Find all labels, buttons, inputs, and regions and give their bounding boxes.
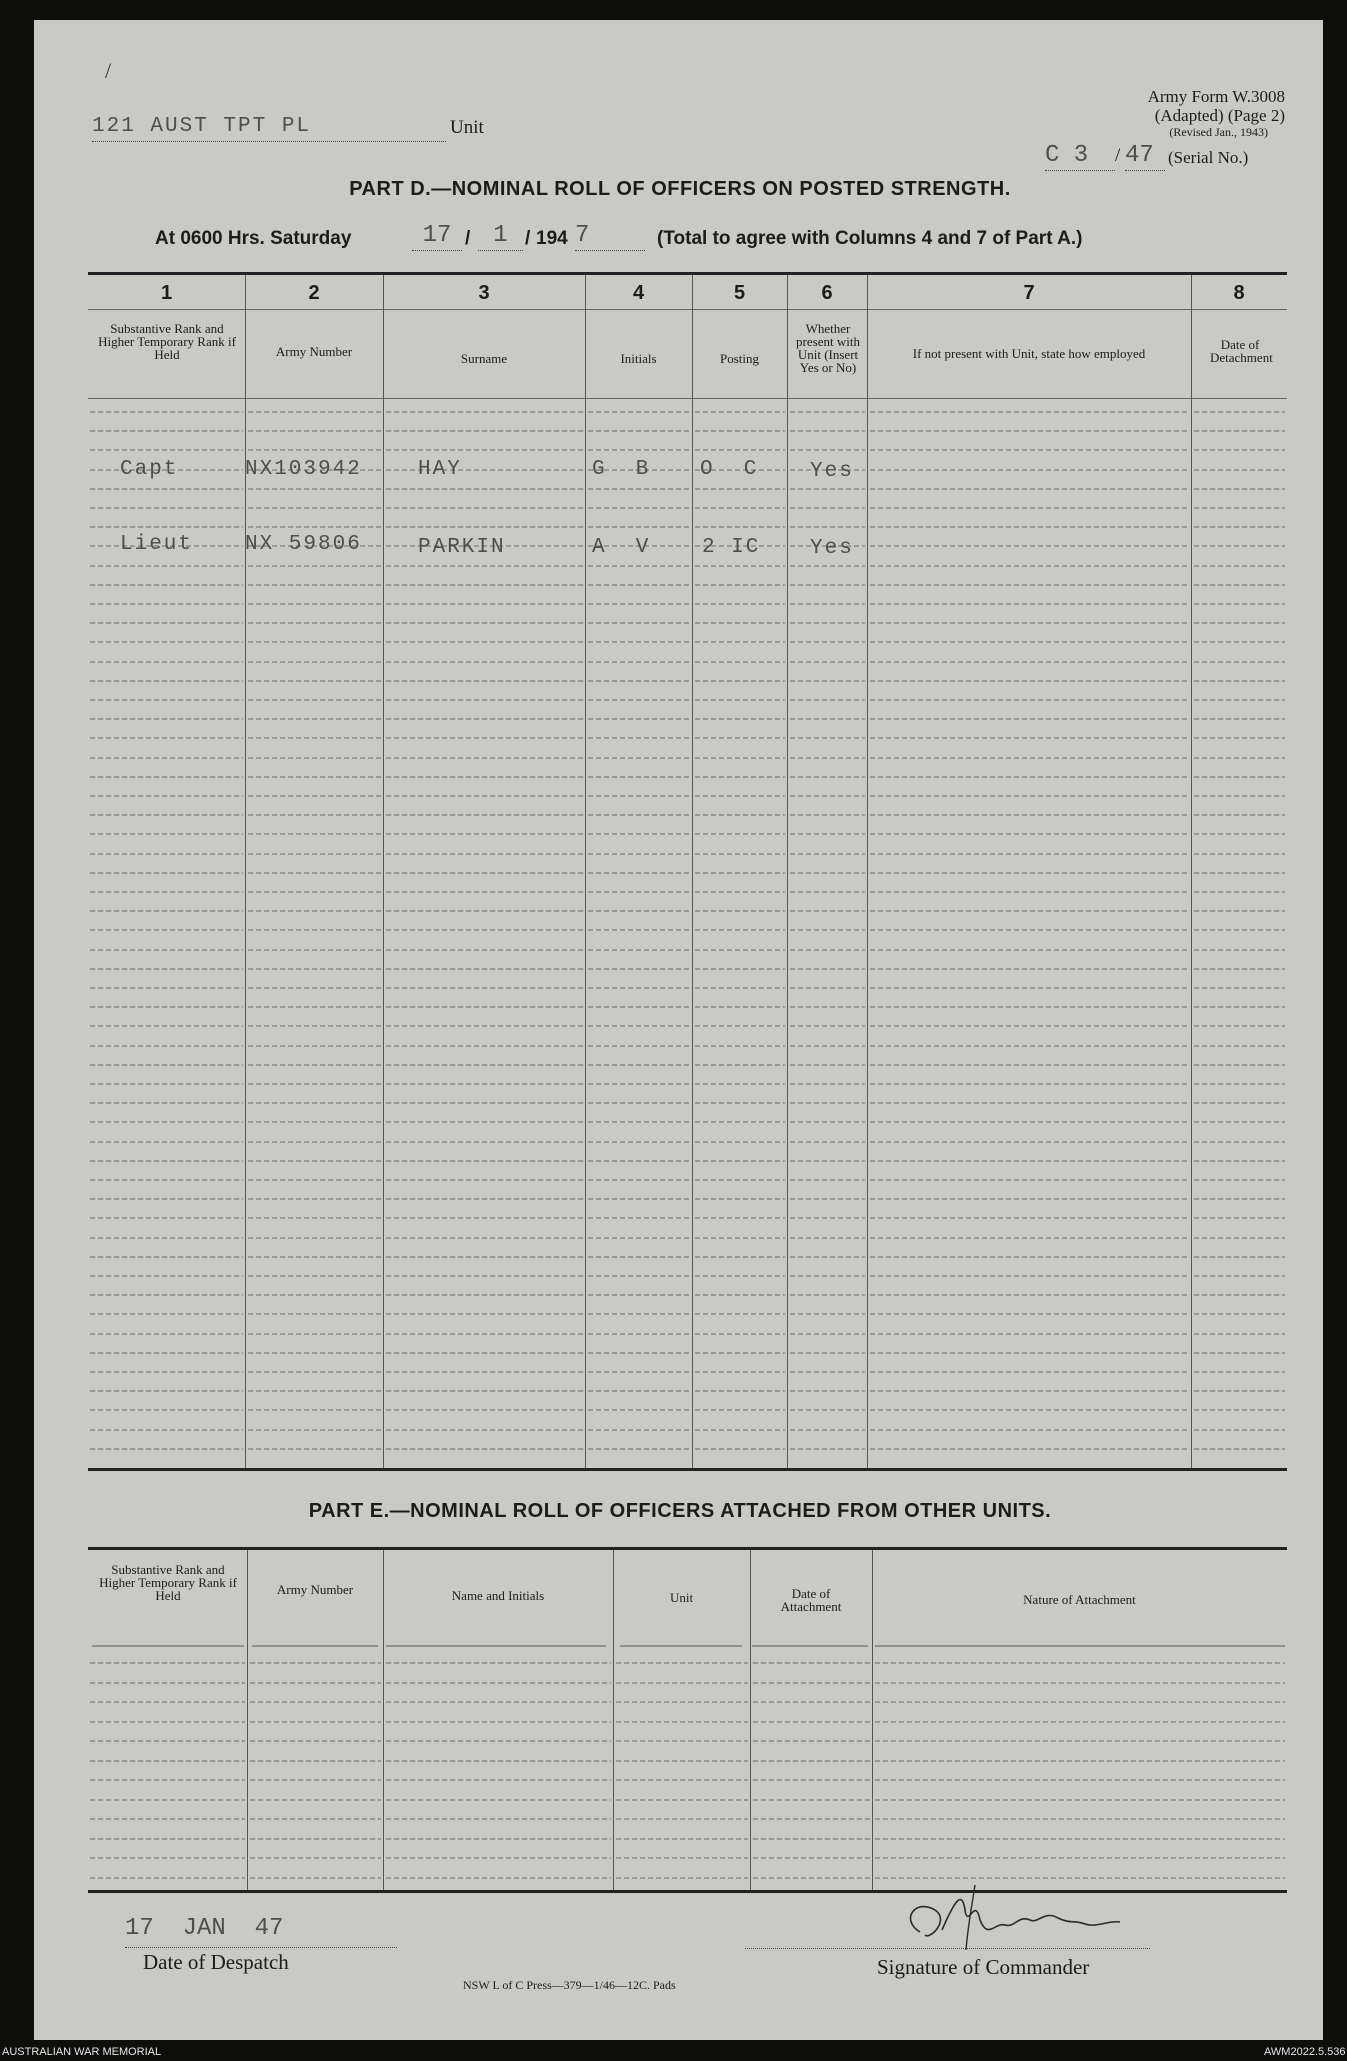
serial-year: 47: [1125, 142, 1165, 171]
col-header-present: Whether present with Unit (Insert Yes or No): [796, 321, 860, 375]
row-1-rank: Capt: [120, 458, 179, 481]
commander-signature: [880, 1880, 1140, 1960]
form-number: Army Form W.3008: [1147, 87, 1285, 106]
row-1-present: Yes: [810, 460, 854, 483]
col-header-rank: Substantive Rank and Higher Temporary Rank if Held: [98, 321, 236, 362]
row-2-initials: A V: [592, 536, 651, 559]
form-revised: (Revised Jan., 1943): [1169, 125, 1268, 139]
col-num-6: 6: [821, 282, 833, 304]
e-header-rank: Substantive Rank and Higher Temporary Rank if Held: [99, 1562, 237, 1603]
form-adapted: (Adapted) (Page 2): [1154, 106, 1285, 125]
col-header-posting: Posting: [719, 351, 759, 366]
col-num-3: 3: [478, 282, 490, 304]
despatch-label: Date of Despatch: [143, 1950, 289, 1974]
unit-label: Unit: [450, 117, 484, 138]
date-prefix: At 0600 Hrs. Saturday: [155, 228, 352, 249]
column-divider: [750, 1550, 751, 1890]
row-2-posting: 2 IC: [702, 536, 761, 559]
row-1-surname: HAY: [418, 458, 462, 481]
row-2-army-number: NX 59806: [245, 533, 362, 556]
e-header-unit: Unit: [669, 1590, 694, 1605]
col-num-7: 7: [1023, 282, 1035, 304]
col-num-1: 1: [160, 282, 173, 304]
e-header-nature: Nature of Attachment: [1023, 1592, 1136, 1607]
e-header-attachment-date: Date of Attachment: [780, 1586, 842, 1614]
date-day: 17: [412, 222, 462, 251]
date-year-prefix: 194: [536, 228, 568, 249]
date-month: 1: [478, 222, 523, 251]
col-header-how-employed: If not present with Unit, state how employed: [912, 346, 1146, 361]
signature-label: Signature of Commander: [877, 1955, 1090, 1979]
part-d-title: PART D.—NOMINAL ROLL OF OFFICERS ON POSTED STRENGTH.: [349, 178, 1011, 200]
row-1-initials: G B: [592, 458, 651, 481]
date-year-suffix: 7: [575, 222, 645, 251]
serial-slash: /: [1115, 145, 1121, 166]
tick-mark: /: [105, 58, 112, 83]
row-2-rank: Lieut: [120, 533, 194, 556]
part-e-title: PART E.—NOMINAL ROLL OF OFFICERS ATTACHED FROM OTHER UNITS.: [308, 1500, 1052, 1522]
archive-ref: AWM2022.5.536: [1264, 2046, 1346, 2058]
e-header-name-initials: Name and Initials: [451, 1588, 545, 1603]
col-num-8: 8: [1233, 282, 1245, 304]
col-num-2: 2: [308, 282, 320, 304]
col-num-4: 4: [632, 282, 645, 304]
row-1-posting: O C: [700, 458, 759, 481]
col-header-detachment: Date of Detachment: [1210, 337, 1273, 365]
row-1-army-number: NX103942: [245, 458, 362, 481]
archive-institution: AUSTRALIAN WAR MEMORIAL: [2, 2046, 162, 2058]
col-num-5: 5: [733, 282, 746, 304]
col-header-army-number: Army Number: [275, 344, 353, 359]
row-2-surname: PARKIN: [418, 536, 506, 559]
serial-label: (Serial No.): [1168, 148, 1249, 167]
serial-prefix: C 3: [1045, 142, 1115, 171]
col-header-initials: Initials: [620, 351, 657, 366]
part-e-top-rule: [88, 1547, 1287, 1550]
date-slash-1: /: [465, 228, 471, 249]
date-slash-2: /: [525, 228, 531, 249]
date-suffix: (Total to agree with Columns 4 and 7 of Part A.): [657, 228, 1083, 249]
unit-value: 121 AUST TPT PL: [92, 115, 446, 142]
column-divider: [247, 1550, 248, 1890]
e-header-army-number: Army Number: [276, 1582, 354, 1597]
col-header-surname: Surname: [460, 351, 508, 366]
row-2-present: Yes: [810, 537, 854, 560]
printer-note: NSW L of C Press—379—1/46—12C. Pads: [463, 1978, 676, 1992]
despatch-date: 17 JAN 47: [125, 1915, 397, 1948]
